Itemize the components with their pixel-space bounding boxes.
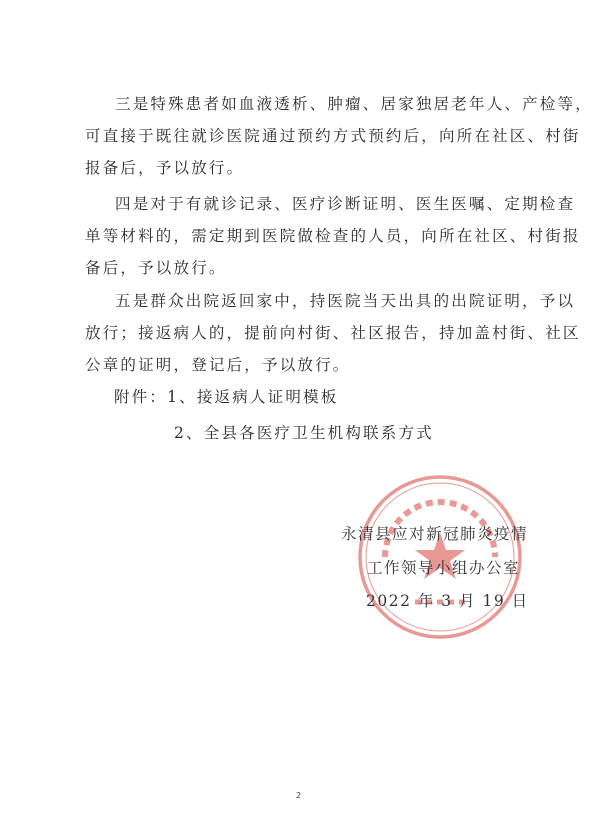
paragraph-line: 四是对于有就诊记录、医疗诊断证明、医生医嘱、定期检查 <box>115 195 576 213</box>
paragraph-regular-checkups <box>85 188 581 284</box>
paragraph-line: 可直接于既往就诊医院通过预约方式预约后，向所在社区、村街 <box>85 127 581 145</box>
attachment-line-1: 附件：1、接返病人证明模板 <box>114 388 339 406</box>
attachment-line-2: 2、全县各医疗卫生机构联系方式 <box>174 424 434 442</box>
signature-org-line-1: 永清县应对新冠肺炎疫情 <box>341 525 529 543</box>
paragraph-line: 备后，予以放行。 <box>85 259 227 277</box>
paragraph-special-patients <box>85 88 593 184</box>
signature-date: 2022 年 3 月 19 日 <box>366 592 529 610</box>
paragraph-line: 放行；接返病人的，提前向村街、社区报告，持加盖村街、社区 <box>85 324 581 342</box>
paragraph-discharge-return <box>85 285 581 381</box>
paragraph-line: 公章的证明，登记后，予以放行。 <box>85 356 351 374</box>
paragraph-line: 五是群众出院返回家中，持医院当天出具的出院证明，予以 <box>115 292 576 310</box>
paragraph-line: 单等材料的，需定期到医院做检查的人员，向所在社区、村街报 <box>85 227 581 245</box>
paragraph-line: 三是特殊患者如血液透析、肿瘤、居家独居老年人、产检等， <box>115 95 593 113</box>
signature-org-line-2: 工作领导小组办公室 <box>367 559 521 577</box>
paragraph-line: 报备后，予以放行。 <box>85 159 245 177</box>
page-number: 2 <box>296 791 302 800</box>
